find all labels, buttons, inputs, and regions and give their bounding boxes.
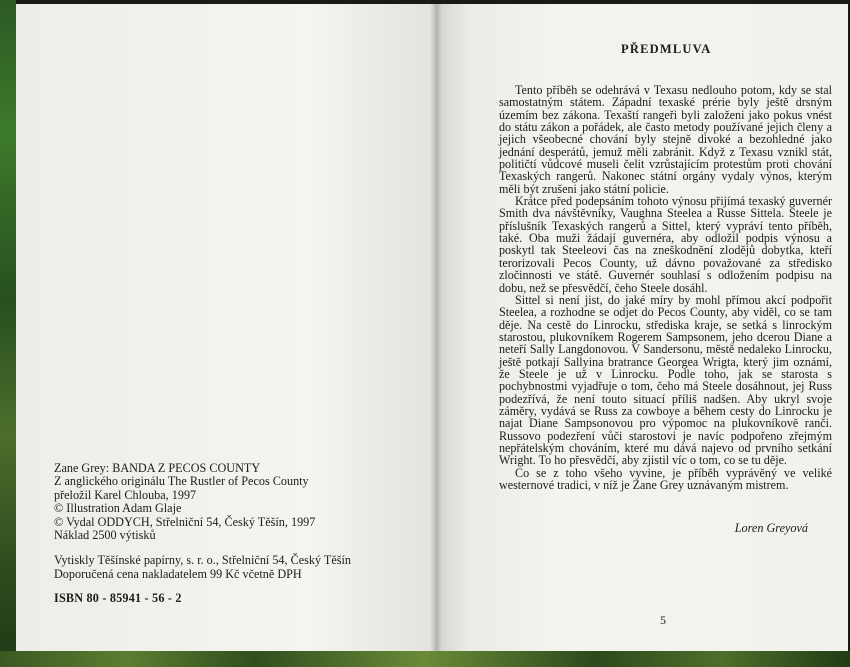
paragraph: Tento příběh se odehrává v Texasu nedlouho potom, kdy se stal samostatným státem. Západní texaské prérie byly ještě drsným územím bez zákona. Texaští rangeři byli založeni jako pokus vnést do státu zákon a pořádek, ale často metody používané jejich členy a jejich všeobecné chování byly stejně divoké a bezohledné jako jednání desperátů, jemuž měli zabránit. Když z Texasu vznikl stát, političtí vůdcové museli čelit vzrůstajícím protestům proti chování Texaských rangerů. Nakonec státní orgány vydaly výnos, kterým měli být zrušeni jako státní policie. bbox=[499, 83, 832, 196]
book-cover-edge bbox=[0, 0, 16, 667]
imprint-line: Zane Grey: BANDA Z PECOS COUNTY bbox=[54, 461, 261, 475]
book-gutter bbox=[430, 4, 442, 651]
right-page bbox=[436, 4, 848, 651]
paragraph: Co se z toho všeho vyvine, je příběh vyprávěný ve veliké westernové tradici, v níž je Zane Grey uznávaným mistrem. bbox=[499, 465, 832, 492]
imprint-line: Z anglického originálu The Rustler of Pecos County bbox=[54, 474, 309, 489]
paragraph: Krátce před podepsáním tohoto výnosu přijímá texaský guvernér Smith dva návštěvníky, Vaughna Steelea a Russe Sittela. Steele je příslušník Texaských rangerů a Sittel, který vypráví tento příběh, také. Oba muži žádají guvernéra, aby odložil podpis výnosu a poskytl tak Steeleovi čas na zneškodnění zlodějů dobytka, kteří terorizovali Pecos County, už dávno považované za středisko zločinnosti ve státě. Guvernér souhlasí s odložením podpisu na dobu, než se přesvědčí, čeho Steele dosáhl. bbox=[499, 194, 832, 295]
printer-line: Vytiskly Těšínské papírny, s. r. o., Střelniční 54, Český Těšín bbox=[54, 553, 351, 568]
imprint-line: přeložil Karel Chlouba, 1997 bbox=[54, 487, 197, 502]
paragraph: Sittel si není jist, do jaké míry by mohl přímou akcí podpořit Steelea, a rozhodne se odjet do Pecos County, aby viděl, co se tam děje. Na cestě do Linrocku, střediska kraje, se setká s linrockým starostou, plukovníkem Rogerem Sampsonem, jeho dcerou Diane a neteří Sally Langdonovou. V Sandersonu, městě nedaleko Linrocku, ještě potkají Sallyina bratrance Georgea Wrigta, který jim oznámí, že Steele je už v Linrocku. Podle toho, jak se starosta s pochybnostmi vyjadřuje o tom, čeho má Steele dosáhnout, jej Russ podezřívá, že není touto situací příliš nadšen. Aby ukryl svoje záměry, vydává se Russ za cowboye a během cesty do Linrocku je najat Diane Sampsonovou pro výpomoc na plukovníkově ranči. Russovo podezření vůči starostovi je navíc podpořeno zřejmým nepřátelským chováním, které mu dává najevo od prvního setkání Wright. To ho přesvědčí, aby zjistil víc o tom, co se tu děje. bbox=[499, 292, 832, 468]
imprint-block bbox=[54, 462, 414, 606]
price-line: Doporučená cena nakladatelem 99 Kč včetně DPH bbox=[54, 566, 302, 581]
chapter-title: PŘEDMLUVA bbox=[621, 42, 712, 56]
author-signature: Loren Greyová bbox=[734, 521, 808, 535]
imprint-line: © Vydal ODDYCH, Střelniční 54, Český Těšín, 1997 bbox=[54, 514, 316, 529]
imprint-line: Náklad 2500 výtisků bbox=[54, 528, 156, 543]
isbn: ISBN 80 - 85941 - 56 - 2 bbox=[54, 591, 182, 606]
preface-text bbox=[499, 84, 832, 491]
imprint-line: © Illustration Adam Glaje bbox=[54, 501, 182, 516]
left-page bbox=[16, 4, 436, 651]
book-cover-bottom-edge bbox=[0, 651, 850, 667]
page-number: 5 bbox=[660, 613, 666, 627]
